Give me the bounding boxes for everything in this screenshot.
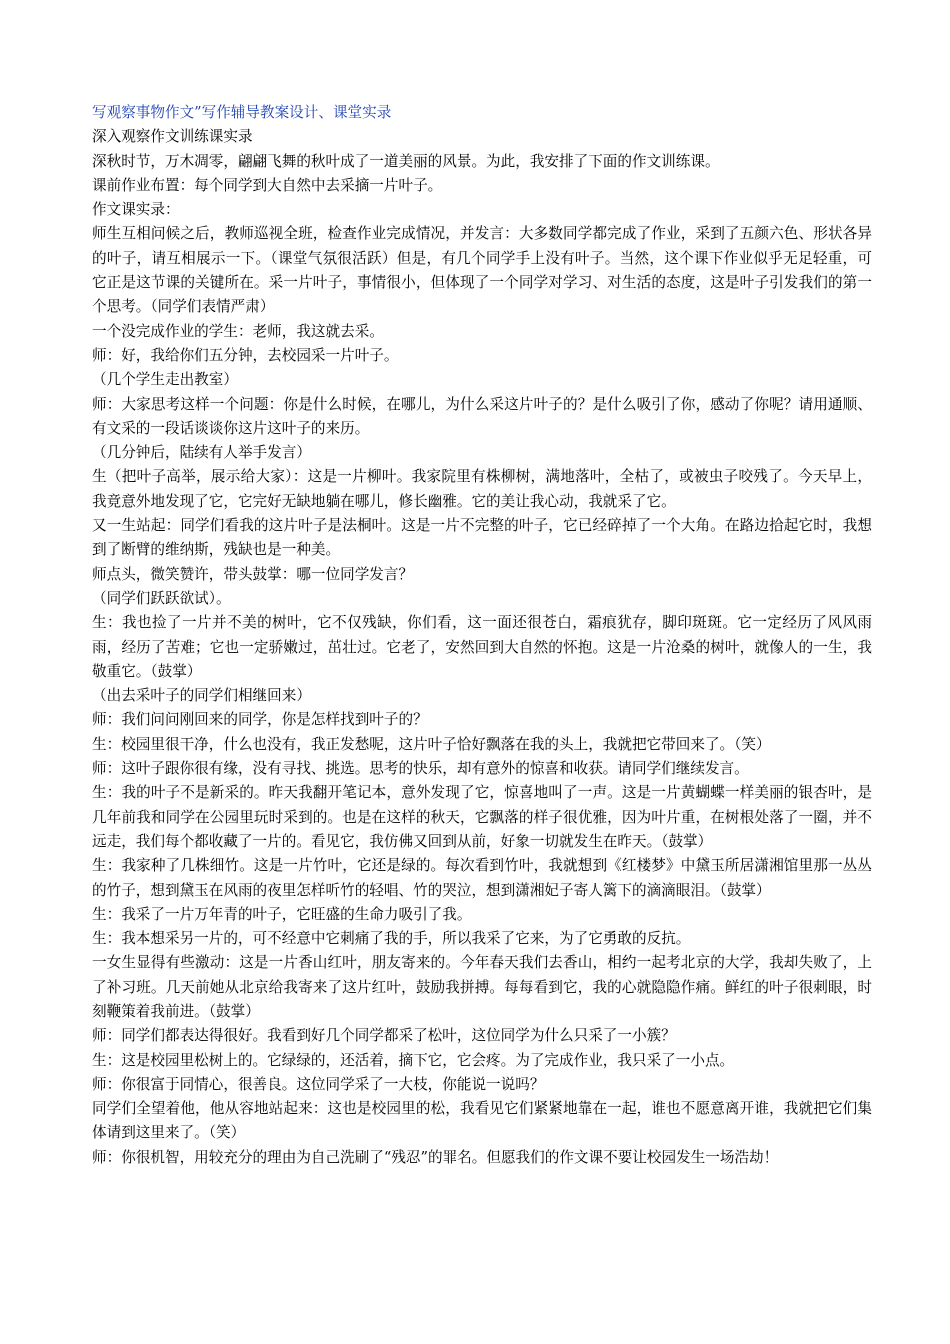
paragraph: 一个没完成作业的学生：老师，我这就去采。 [92,322,384,340]
paragraph: 师：你很富于同情心，很善良。这位同学采了一大枝，你能说一说吗？ [92,1075,545,1093]
paragraph: 作文课实录： [92,201,180,219]
paragraph: 生：我本想采另一片的，可不经意中它刺痛了我的手，所以我采了它来，为了它勇敢的反抗。 [92,930,691,948]
paragraph: 生：我的叶子不是新采的。昨天我翻开笔记本，意外发现了它，惊喜地叫了一声。这是一片黄蝴蝶一样美丽的银杏叶，是几年前我和同学在公园里玩时采到的。也是在这样的秋天，它飘落的样子很优雅，因为叶片重，在树根处落了一圈，并不远走，我们每个都收藏了一片的。看见它，我仿佛又回到从前，好象一切就发生在昨天。（鼓掌） [92,784,872,850]
paragraph: 生：我家种了几株细竹。这是一片竹叶，它还是绿的。每次看到竹叶，我就想到《红楼梦》中黛玉所居潇湘馆里那一丛丛的竹子，想到黛玉在风雨的夜里怎样听竹的轻唱、竹的哭泣，想到潇湘妃子寄人篱下的滴滴眼泪。（鼓掌） [92,857,872,899]
paragraph: 课前作业布置：每个同学到大自然中去采摘一片叶子。 [92,176,443,194]
document-body [92,125,872,1170]
paragraph: 师生互相问候之后，教师巡视全班，检查作业完成情况，并发言：大多数同学都完成了作业，采到了五颜六色、形状各异的叶子，请互相展示一下。（课堂气氛很活跃）但是，有几个同学手上没有叶子。当然，这个课下作业似乎无足轻重，可它正是这节课的关键所在。采一片叶子，事情很小，但体现了一个同学对学习、对生活的态度，这是叶子引发我们的第一个思考。（同学们表情严肃） [92,225,872,316]
paragraph: 同学们全望着他，他从容地站起来：这也是校园里的松，我看见它们紧紧地靠在一起，谁也不愿意离开谁，我就把它们集体请到这里来了。（笑） [92,1100,872,1142]
paragraph: 师：好，我给你们五分钟，去校园采一片叶子。 [92,346,399,364]
paragraph: 深秋时节，万木凋零，翩翩飞舞的秋叶成了一道美丽的风景。为此，我安排了下面的作文训练课。 [92,152,720,170]
document-title: 写观察事物作文”写作辅导教案设计、课堂实录 [92,104,392,121]
document-page [92,101,872,1170]
paragraph: 师：大家思考这样一个问题：你是什么时候，在哪儿，为什么采这片叶子的？是什么吸引了你，感动了你呢？请用通顺、有文采的一段话谈谈你这片这叶子的来历。 [92,395,872,437]
paragraph: 师：这叶子跟你很有缘，没有寻找、挑选。思考的快乐，却有意外的惊喜和收获。请同学们继续发言。 [92,760,749,778]
paragraph: 师：我们问问刚回来的同学，你是怎样找到叶子的？ [92,711,428,729]
paragraph: 生：我采了一片万年青的叶子，它旺盛的生命力吸引了我。 [92,905,472,923]
paragraph: 一女生显得有些激动：这是一片香山红叶，朋友寄来的。今年春天我们去香山，相约一起考北京的大学，我却失败了，上了补习班。几天前她从北京给我寄来了这片红叶，鼓励我拼搏。每每看到它，我的心就隐隐作痛。鲜红的叶子很刺眼，时刻鞭策着我前进。（鼓掌） [92,954,872,1020]
paragraph: （几个学生走出教室） [92,371,238,389]
paragraph: （出去采叶子的同学们相继回来） [92,687,311,705]
paragraph: 生：校园里很干净，什么也没有，我正发愁呢，这片叶子恰好飘落在我的头上，我就把它带回来了。（笑） [92,735,771,753]
paragraph: 生（把叶子高举，展示给大家）：这是一片柳叶。我家院里有株柳树，满地落叶，全枯了，或被虫子咬残了。今天早上，我竟意外地发现了它，它完好无缺地躺在哪儿，修长幽雅。它的美让我心动，我就采了它。 [92,468,872,510]
paragraph: （同学们跃跃欲试）。 [92,589,231,607]
paragraph: 深入观察作文训练课实录 [92,128,253,146]
paragraph: 师点头，微笑赞许，带头鼓掌：哪一位同学发言？ [92,565,414,583]
paragraph: 生：我也捡了一片并不美的树叶，它不仅残缺，你们看，这一面还很苍白，霜痕犹存，脚印斑斑。它一定经历了风风雨雨，经历了苦难；它也一定骄嫩过，茁壮过。它老了，安然回到大自然的怀抱。这是一片沧桑的树叶，就像人的一生，我敬重它。（鼓掌） [92,614,872,680]
paragraph: 师：你很机智，用较充分的理由为自己洗刷了“残忍”的罪名。但愿我们的作文课不要让校园发生一场浩劫！ [92,1148,779,1166]
paragraph: 师：同学们都表达得很好。我看到好几个同学都采了松叶，这位同学为什么只采了一小簇？ [92,1027,676,1045]
paragraph: （几分钟后，陆续有人举手发言） [92,444,311,462]
paragraph: 生：这是校园里松树上的。它绿绿的，还活着，摘下它，它会疼。为了完成作业，我只采了一小点。 [92,1051,735,1069]
paragraph: 又一生站起：同学们看我的这片叶子是法桐叶。这是一片不完整的叶子，它已经碎掉了一个大角。在路边拾起它时，我想到了断臂的维纳斯，残缺也是一种美。 [92,517,872,559]
